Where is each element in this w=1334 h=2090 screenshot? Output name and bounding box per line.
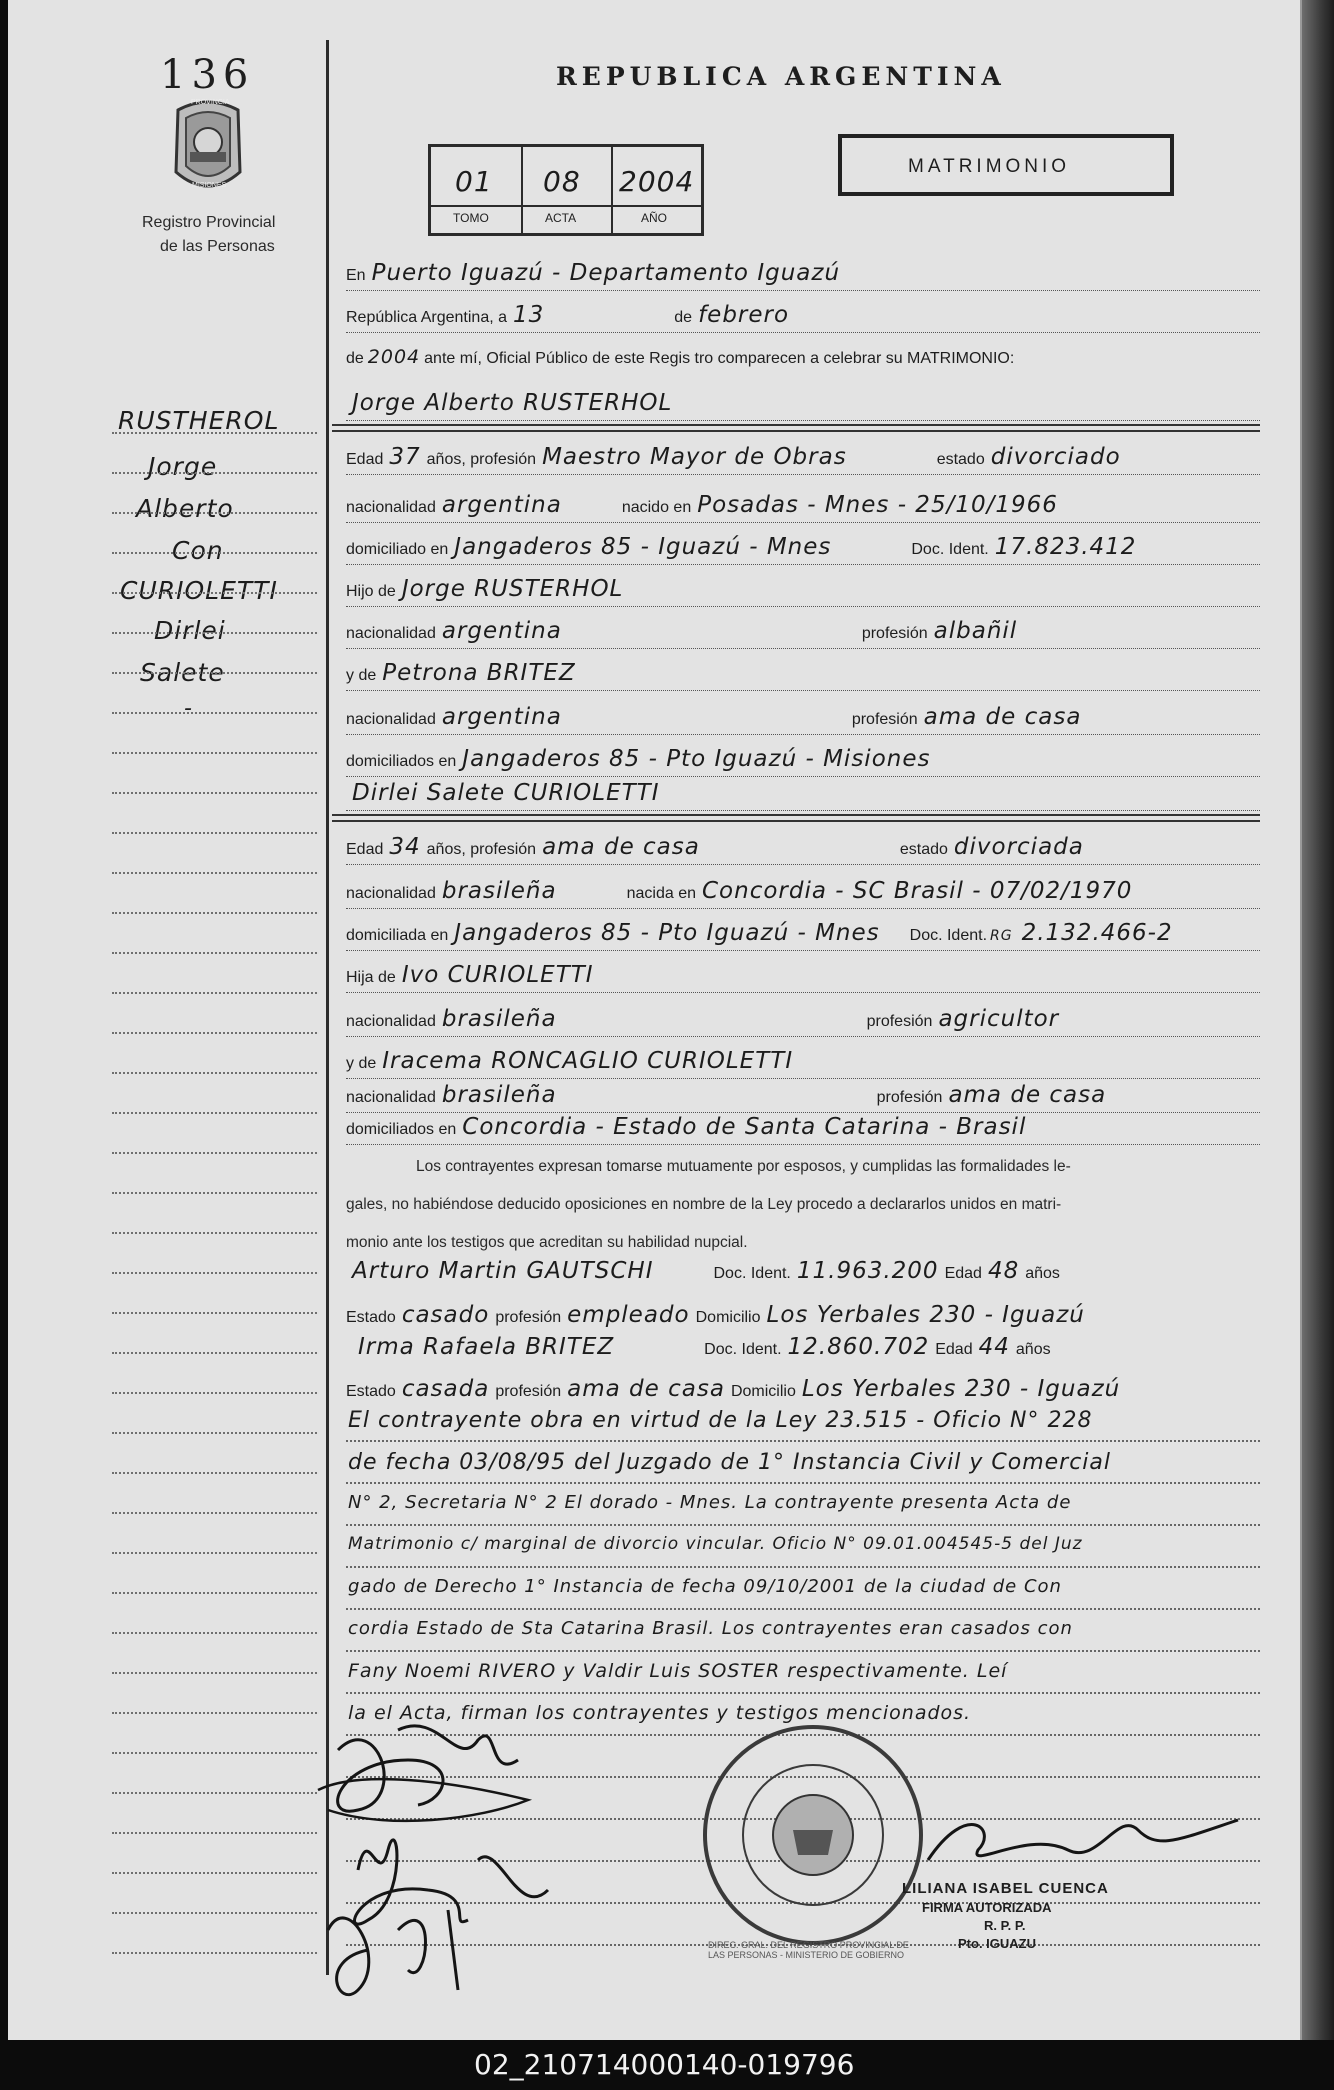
margin-ruled-line [112,792,317,794]
margin-ruled-line [112,1632,317,1634]
groom-mother-nac-row: nacionalidad argentina profesión ama de casa [346,700,1260,735]
groom-father-nac-row: nacionalidad argentina profesión albañil [346,614,1260,649]
barcode-text: 02_210714000140-019796 [474,2048,855,2081]
body-ruled-line [346,1524,1260,1526]
margin-ruled-line [112,712,317,714]
body-ruled-line [346,1482,1260,1484]
intro-place-row: En Puerto Iguazú - Departamento Iguazú [346,256,1260,291]
groom-father-prof: albañil [933,618,1018,644]
bride-dom-row: domiciliada en Jangaderos 85 - Pto Iguazú - Mnes Doc. Ident. RG 2.132.466-2 [346,916,1260,951]
note-line: gado de Derecho 1° Instancia de fecha 09/10/2001 de la ciudad de Con [348,1576,1062,1597]
bride-name: Dirlei Salete CURIOLETTI [352,780,660,806]
bride-name-row [346,776,1260,811]
note-line: Fany Noemi RIVERO y Valdir Luis SOSTER respectivamente. Leí [348,1660,1008,1682]
margin-ruled-line [112,472,317,474]
certificate-page [8,0,1302,2040]
margin-ruled-line [112,512,317,514]
witness-1-profesion: empleado [567,1302,690,1328]
note-line: Matrimonio c/ marginal de divorcio vincular. Oficio N° 09.01.004545-5 del Juz [348,1534,1083,1554]
margin-ruled-line [112,872,317,874]
margin-ruled-line [112,432,317,434]
bride-edad: 34 [389,834,421,860]
margin-note: - [184,696,193,721]
declaration-line: gales, no habiéndose deducido oposiciones en nombre de la Ley procedo a declararlos unidos en matri- [346,1196,1062,1213]
groom-nacido: Posadas - Mnes - 25/10/1966 [697,492,1058,518]
groom-father-row: Hijo de Jorge RUSTERHOL [346,572,1260,607]
margin-ruled-line [112,1232,317,1234]
bride-nacionalidad: brasileña [441,878,557,904]
margin-note: Jorge [148,452,218,481]
margin-rule [326,40,329,1975]
groom-mother-row: y de Petrona BRITEZ [346,656,1260,691]
body-ruled-line [346,1566,1260,1568]
margin-ruled-line [112,552,317,554]
witness-2-edad: 44 [978,1334,1010,1360]
margin-ruled-line [112,952,317,954]
groom-mother: Petrona BRITEZ [382,660,576,686]
registry-round-stamp-icon [698,1720,928,1950]
margin-ruled-line [112,1552,317,1554]
margin-ruled-line [112,1832,317,1834]
margin-note: Salete [140,658,225,687]
witness-2-profesion: ama de casa [567,1376,725,1402]
official-signature [908,1790,1248,1890]
groom-nac-row: nacionalidad argentina nacido en Posadas - Mnes - 25/10/1966 [346,488,1260,523]
tomo-label: TOMO [453,211,489,225]
groom-profesion: Maestro Mayor de Obras [542,444,847,470]
body-ruled-line [346,1650,1260,1652]
witness-2-name: Irma Rafaela BRITEZ [358,1334,615,1360]
registry-name-line1: Registro Provincial [142,214,276,231]
year: 2004 [367,346,421,368]
groom-mother-prof: ama de casa [923,704,1082,730]
groom-father: Jorge RUSTERHOL [401,576,624,602]
margin-ruled-line [112,1912,317,1914]
witness-2-domicilio: Los Yerbales 230 - Iguazú [801,1376,1121,1402]
margin-ruled-line [112,1032,317,1034]
groom-estado: divorciado [990,444,1121,470]
margin-ruled-line [112,1712,317,1714]
margin-note: Dirlei [154,616,226,645]
registry-box [428,144,704,236]
witness-1-name: Arturo Martin GAUTSCHI [352,1258,654,1284]
document-type-box [838,134,1174,196]
bride-father-prof: agricultor [938,1006,1060,1032]
body-ruled-line [346,1608,1260,1610]
witness-1-estado: casado [401,1302,490,1328]
margin-ruled-line [112,752,317,754]
bride-edad-row: Edad 34 años, profesión ama de casa estado divorciada [346,830,1260,865]
witness-2-doc: 12.860.702 [787,1334,930,1360]
margin-ruled-line [112,1072,317,1074]
bride-nacida: Concordia - SC Brasil - 07/02/1970 [702,878,1133,904]
round-stamp-text: DIREC. GRAL. DEL REGISTRO PROVINCIAL DE LAS PERSONAS - MINISTERIO DE GOBIERNO [708,1940,909,1960]
margin-ruled-line [112,1952,317,1954]
declaration-line: Los contrayentes expresan tomarse mutuamente por esposos, y cumplidas las formalidades le- [416,1158,1071,1175]
witness-2-row: Irma Rafaela BRITEZ Doc. Ident. 12.860.702 Edad 44 años [358,1334,1051,1360]
note-line: de fecha 03/08/95 del Juzgado de 1° Instancia Civil y Comercial [348,1450,1112,1475]
margin-note: RUSTHEROL [118,406,280,435]
groom-name-row [346,386,1260,421]
document-type: MATRIMONIO [908,156,1071,177]
ano-label: AÑO [641,211,668,225]
official-line4: Pto. IGUAZU [958,1936,1036,1951]
bride-nac-row: nacionalidad brasileña nacida en Concordia - SC Brasil - 07/02/1970 [346,874,1260,909]
declaration-line: monio ante los testigos que acreditan su habilidad nupcial. [346,1234,748,1251]
margin-ruled-line [112,1672,317,1674]
page-number: 136 [160,52,255,98]
margin-ruled-line [112,1392,317,1394]
margin-ruled-line [112,1272,317,1274]
witness-1-doc: 11.963.200 [796,1258,939,1284]
groom-father-nac: argentina [441,618,562,644]
margin-ruled-line [112,1792,317,1794]
groom-edad: 37 [389,444,421,470]
margin-ruled-line [112,632,317,634]
groom-mother-nac: argentina [441,704,562,730]
intro-statement-row: de 2004 ante mí, Oficial Público de este Regis tro comparecen a celebrar su MATRIMONIO: [346,346,1015,368]
seal-text-top: PROVINCIA [191,99,230,106]
margin-ruled-line [112,1312,317,1314]
bride-mother: Iracema RONCAGLIO CURIOLETTI [382,1048,794,1074]
note-line: cordia Estado de Sta Catarina Brasil. Los contrayentes eran casados con [348,1618,1073,1639]
groom-parents-dom: Jangaderos 85 - Pto Iguazú - Misiones [462,746,931,772]
note-line: El contrayente obra en virtud de la Ley 23.515 - Oficio N° 228 [348,1408,1093,1433]
margin-ruled-line [112,1432,317,1434]
bride-profesion: ama de casa [542,834,700,860]
margin-ruled-line [112,832,317,834]
bride-domicilio: Jangaderos 85 - Pto Iguazú - Mnes [454,920,880,946]
intro-date-row: República Argentina, a 13 de febrero [346,298,1260,333]
groom-domicilio: Jangaderos 85 - Iguazú - Mnes [454,534,832,560]
groom-dom-row: domiciliado en Jangaderos 85 - Iguazú - Mnes Doc. Ident. 17.823.412 [346,530,1260,565]
margin-ruled-line [112,1352,317,1354]
margin-note: Alberto [136,494,234,523]
day: 13 [513,302,545,328]
margin-ruled-line [112,1872,317,1874]
margin-ruled-line [112,1472,317,1474]
bride-estado: divorciada [953,834,1084,860]
bride-doc: 2.132.466-2 [1021,920,1173,946]
groom-parents-dom-row: domiciliados en Jangaderos 85 - Pto Iguazú - Misiones [346,742,1260,777]
bride-parents-dom: Concordia - Estado de Santa Catarina - Brasil [462,1114,1027,1140]
bride-father-nac: brasileña [441,1006,557,1032]
margin-ruled-line [112,912,317,914]
body-ruled-line [346,1440,1260,1442]
margin-ruled-line [112,1752,317,1754]
bride-mother-prof: ama de casa [948,1082,1107,1108]
bride-father: Ivo CURIOLETTI [401,962,594,988]
groom-nacionalidad: argentina [441,492,562,518]
groom-edad-row: Edad 37 años, profesión Maestro Mayor de Obras estado divorciado [346,440,1260,475]
bride-mother-nac: brasileña [441,1082,557,1108]
witness-1-row: Arturo Martin GAUTSCHI Doc. Ident. 11.963.200 Edad 48 años [352,1258,1060,1284]
bride-father-row: Hija de Ivo CURIOLETTI [346,958,1260,993]
official-line2: FIRMA AUTORIZADA [922,1900,1052,1915]
place: Puerto Iguazú - Departamento Iguazú [371,260,841,286]
note-line: N° 2, Secretaria N° 2 El dorado - Mnes. La contrayente presenta Acta de [348,1492,1072,1513]
ano-value: 2004 [619,165,695,198]
bride-parents-dom-row: domiciliados en Concordia - Estado de Santa Catarina - Brasil [346,1110,1260,1145]
margin-ruled-line [112,1512,317,1514]
official-line3: R. P. P. [984,1918,1026,1933]
witness-1-detail-row: Estado casado profesión empleado Domicilio Los Yerbales 230 - Iguazú [346,1302,1085,1328]
signatures-scribble [298,1690,618,2010]
bride-mother-row: y de Iracema RONCAGLIO CURIOLETTI [346,1044,1260,1079]
groom-name: Jorge Alberto RUSTERHOL [352,390,673,416]
bride-mother-nac-row: nacionalidad brasileña profesión ama de casa [346,1078,1260,1113]
witness-1-edad: 48 [987,1258,1020,1284]
tomo-value: 01 [455,165,493,198]
margin-ruled-line [112,1592,317,1594]
margin-note: Con [172,536,224,565]
country-title: REPUBLICA ARGENTINA [556,62,1006,91]
note-line: la el Acta, firman los contrayentes y testigos mencionados. [348,1702,972,1724]
witness-1-domicilio: Los Yerbales 230 - Iguazú [766,1302,1085,1328]
margin-note: CURIOLETTI [120,576,278,605]
month: febrero [698,302,790,328]
acta-label: ACTA [545,211,577,225]
witness-2-detail-row: Estado casada profesión ama de casa Domicilio Los Yerbales 230 - Iguazú [346,1376,1121,1402]
bride-doc-prefix: RG [990,928,1013,944]
margin-ruled-line [112,1112,317,1114]
margin-ruled-line [112,592,317,594]
margin-ruled-line [112,672,317,674]
acta-value: 08 [543,165,581,198]
margin-ruled-line [112,1152,317,1154]
margin-ruled-line [112,992,317,994]
seal-text-bottom: MISIONES [192,182,227,189]
witness-2-estado: casada [401,1376,490,1402]
bride-father-nac-row: nacionalidad brasileña profesión agricultor [346,1002,1260,1037]
groom-doc: 17.823.412 [994,534,1137,560]
official-name: LILIANA ISABEL CUENCA [902,1880,1109,1897]
margin-ruled-line [112,1192,317,1194]
registry-name-line2: de las Personas [160,238,275,255]
